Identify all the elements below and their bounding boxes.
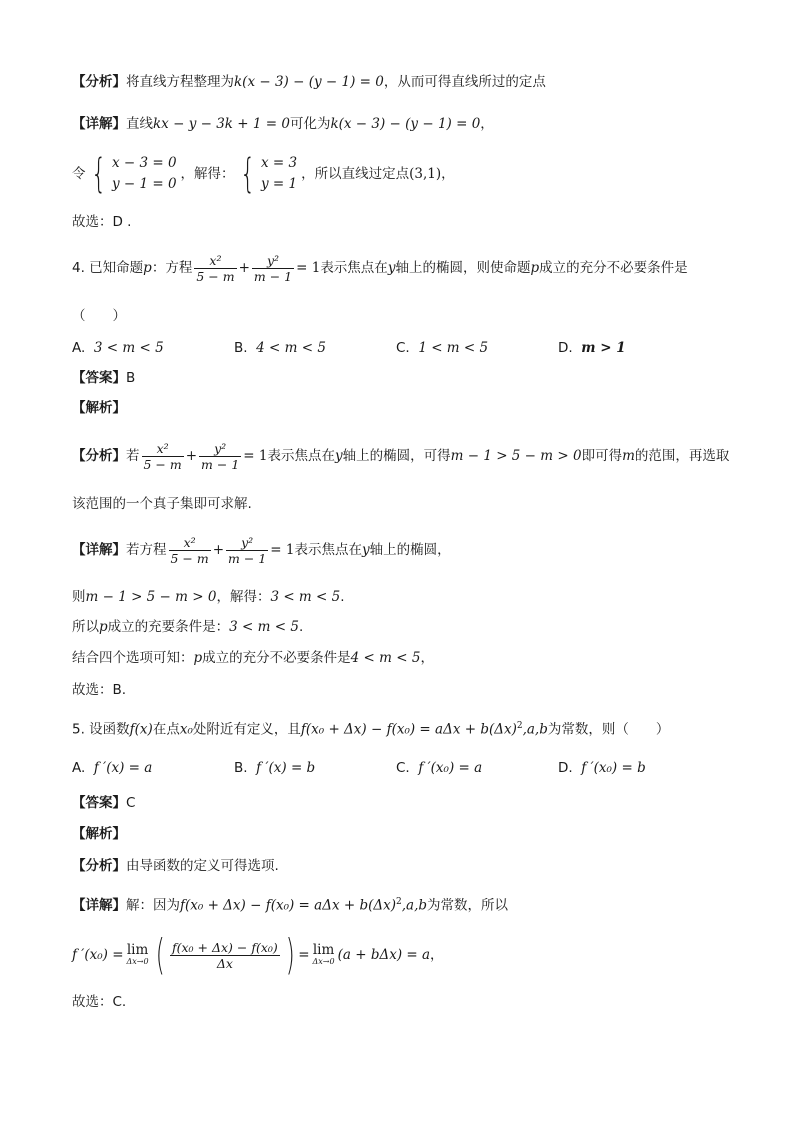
text: 直线 <box>126 116 153 132</box>
q5-choice: 故选：C. <box>72 994 127 1010</box>
math-expr: m − 1 > 5 − m > 0 <box>85 589 217 605</box>
var: y <box>387 260 396 276</box>
text: 所以 <box>72 619 99 635</box>
option-expr: 1 < m < 5 <box>418 340 489 356</box>
numerator: y² <box>252 253 294 269</box>
text: 成立的充分不必要条件是 <box>202 650 351 666</box>
option-expr: f ′(x₀) = a <box>418 760 483 776</box>
numerator: y² <box>199 441 241 457</box>
text: 表示焦点在 <box>294 542 362 558</box>
math-expr: f(x₀ + Δx) − f(x₀) = aΔx + b(Δx) <box>300 721 517 738</box>
text: ，解得： <box>216 589 271 605</box>
text: 由导函数的定义可得选项. <box>126 858 279 874</box>
text: 4. 已知命题 <box>72 260 144 276</box>
op: + <box>238 260 250 276</box>
math-expr: (a + bΔx) = a <box>337 947 431 963</box>
denominator: m − 1 <box>201 456 240 472</box>
fraction <box>226 535 268 566</box>
option-letter: B. <box>234 760 248 776</box>
text: 为常数，所以 <box>427 897 509 914</box>
denominator: m − 1 <box>228 550 267 566</box>
math-expr: f ′(x₀) = <box>72 947 124 963</box>
lim-subscript: Δx→0 <box>312 957 335 966</box>
numerator: f(x₀ + Δx) − f(x₀) <box>172 939 278 955</box>
q5-option-b <box>234 758 315 778</box>
math-expr: ,a,b <box>522 721 548 738</box>
lim-subscript: Δx→0 <box>126 957 149 966</box>
point: (3,1) <box>409 166 442 182</box>
lim-text: lim <box>312 942 335 958</box>
text: . <box>298 619 304 635</box>
left-brace: { <box>239 151 255 197</box>
denominator: 5 − m <box>143 456 182 472</box>
text: 解：因为 <box>126 897 180 914</box>
text: 5. 设函数 <box>72 721 130 738</box>
option-letter: A. <box>72 340 86 356</box>
text: 成立的充分不必要条件是 <box>539 260 688 276</box>
equation-system <box>112 153 177 195</box>
denominator: 5 − m <box>170 550 209 566</box>
q4-explanation-tag <box>72 398 126 418</box>
option-expr: 4 < m < 5 <box>256 340 326 356</box>
fraction <box>199 441 241 472</box>
q4-option-c <box>396 338 488 358</box>
answer-value: C <box>126 795 136 811</box>
var: y <box>361 542 370 558</box>
detail-tag: 【详解】 <box>72 542 126 558</box>
math-expr: 4 < m < 5 <box>350 650 421 666</box>
q4-option-d <box>558 338 626 358</box>
answer-tag: 【答案】 <box>72 370 126 386</box>
text: 轴上的椭圆， <box>369 542 451 558</box>
op: + <box>185 448 198 464</box>
option-letter: C. <box>396 760 410 776</box>
q4-stem <box>72 246 688 290</box>
math-expr: k(x − 3) − (y − 1) = 0 <box>234 74 384 90</box>
text: ：方程 <box>151 260 193 276</box>
fraction <box>194 253 236 284</box>
option-expr: f ′(x) = a <box>93 760 153 776</box>
text: . <box>340 589 345 605</box>
text: 令 <box>72 166 86 182</box>
math-expr: kx − y − 3k + 1 = 0 <box>153 116 290 132</box>
q3-analysis-line <box>72 72 546 92</box>
math-expr: f(x) <box>129 721 153 738</box>
math-expr: ,a,b <box>401 897 428 914</box>
q4-analysis <box>72 434 729 478</box>
q5-explanation-tag <box>72 824 126 844</box>
fraction <box>170 940 280 971</box>
q5-detail <box>72 892 508 916</box>
detail-tag: 【详解】 <box>72 116 126 132</box>
q4-then-line <box>72 587 345 607</box>
q5-analysis <box>72 856 279 876</box>
answer-tag: 【答案】 <box>72 795 126 811</box>
equation: y − 1 = 0 <box>111 176 177 192</box>
op: = 1 <box>296 260 321 276</box>
option-letter: D. <box>558 760 573 776</box>
q5-derivative-line: f ′(x₀) = lim Δx→0 ( $\frac{\text{f(x₀ + Δx) − f(x₀)}}{\Delta x}$ ) = lim Δx→0 (a + bΔx) = a， <box>72 930 444 979</box>
detail-tag: 【详解】 <box>72 897 126 914</box>
text: ， <box>430 947 444 963</box>
option-expr: f ′(x) = b <box>256 760 316 776</box>
analysis-tag: 【分析】 <box>72 858 126 874</box>
q3-system-line <box>72 152 455 196</box>
right-paren: ) <box>285 930 295 979</box>
q4-option-b <box>234 338 326 358</box>
q4-answer <box>72 368 135 388</box>
q5-option-a <box>72 758 152 778</box>
fraction <box>169 535 211 566</box>
equation: x − 3 = 0 <box>111 155 177 171</box>
op: = 1 <box>243 448 268 464</box>
equation: x = 3 <box>261 155 298 171</box>
q4-choice: 故选：B. <box>72 682 127 698</box>
math-expr: 3 < m < 5 <box>270 589 341 605</box>
numerator: x² <box>194 253 236 269</box>
option-expr: f ′(x₀) = b <box>581 760 646 776</box>
exponent: 2 <box>396 897 402 907</box>
math-expr: k(x − 3) − (y − 1) = 0 <box>330 116 481 132</box>
text: ，所以直线过定点 <box>301 166 410 182</box>
limit <box>313 943 335 967</box>
text: ， <box>420 650 434 666</box>
option-letter: D. <box>558 340 573 356</box>
left-paren: ( <box>155 930 165 979</box>
option-expr: 3 < m < 5 <box>93 340 164 356</box>
var: p <box>143 260 152 276</box>
text: 轴上的椭圆，可得 <box>342 448 451 464</box>
q4-option-a <box>72 338 164 358</box>
var: p <box>99 619 108 635</box>
op: + <box>212 542 225 558</box>
analysis-tag: 【分析】 <box>72 74 126 90</box>
q5-option-c <box>396 758 482 778</box>
q5-option-d <box>558 758 646 778</box>
analysis-tag: 【分析】 <box>72 448 126 464</box>
var: m <box>622 448 635 464</box>
left-brace: { <box>90 151 106 197</box>
text: 结合四个选项可知： <box>72 650 194 666</box>
q3-choice: 故选：D . <box>72 214 132 230</box>
var: x₀ <box>179 721 193 738</box>
math-expr: 3 < m < 5 <box>229 619 299 635</box>
lim-text: lim <box>126 942 149 958</box>
text: 则 <box>72 589 86 605</box>
text: 处附近有定义，且 <box>192 721 301 738</box>
var: y <box>334 448 343 464</box>
text: 若 <box>126 448 140 464</box>
text: 将直线方程整理为 <box>126 74 234 90</box>
text: ，解得： <box>180 166 235 182</box>
text: 的范围，再选取 <box>634 448 730 464</box>
text: ， <box>441 166 455 182</box>
text: 可化为 <box>289 116 331 132</box>
numerator: x² <box>169 535 211 551</box>
q5-stem <box>72 716 669 740</box>
text: ，从而可得直线所过的定点 <box>383 74 546 90</box>
fraction <box>252 253 294 284</box>
op: = 1 <box>270 542 295 558</box>
q4-detail <box>72 528 451 572</box>
explanation-tag: 【解析】 <box>72 400 126 416</box>
denominator: Δx <box>216 955 233 971</box>
option-letter: B. <box>234 340 248 356</box>
text: ， <box>480 116 494 132</box>
option-letter: C. <box>396 340 410 356</box>
numerator: x² <box>142 441 184 457</box>
denominator: 5 − m <box>196 268 235 284</box>
q4-paren: （ ） <box>72 308 126 324</box>
math-expr: m − 1 > 5 − m > 0 <box>450 448 582 464</box>
answer-value: B <box>126 370 136 386</box>
limit <box>127 943 149 967</box>
denominator: m − 1 <box>253 268 293 284</box>
var: p <box>530 260 540 276</box>
q4-so-line <box>72 617 303 637</box>
q4-analysis-line2: 该范围的一个真子集即可求解. <box>72 496 252 512</box>
var: p <box>193 650 203 666</box>
exponent: 2 <box>516 721 523 731</box>
fraction <box>142 441 184 472</box>
math-expr: f(x₀ + Δx) − f(x₀) = aΔx + b(Δx) <box>180 897 396 914</box>
explanation-tag: 【解析】 <box>72 826 126 842</box>
q4-combine-line <box>72 648 434 668</box>
text: 轴上的椭圆，则使命题 <box>395 260 531 276</box>
text: 为常数，则（ ） <box>547 721 670 738</box>
text: 表示焦点在 <box>320 260 388 276</box>
q3-detail-line <box>72 114 494 134</box>
numerator: y² <box>226 535 268 551</box>
solution-system <box>261 153 297 195</box>
text: 在点 <box>152 721 180 738</box>
option-letter: A. <box>72 760 86 776</box>
q5-answer <box>72 793 135 813</box>
option-expr: m > 1 <box>581 340 626 356</box>
text: 若方程 <box>126 542 167 558</box>
text: 即可得 <box>581 448 623 464</box>
text: 成立的充要条件是： <box>107 619 230 635</box>
text: 表示焦点在 <box>267 448 335 464</box>
equation: y = 1 <box>261 176 298 192</box>
